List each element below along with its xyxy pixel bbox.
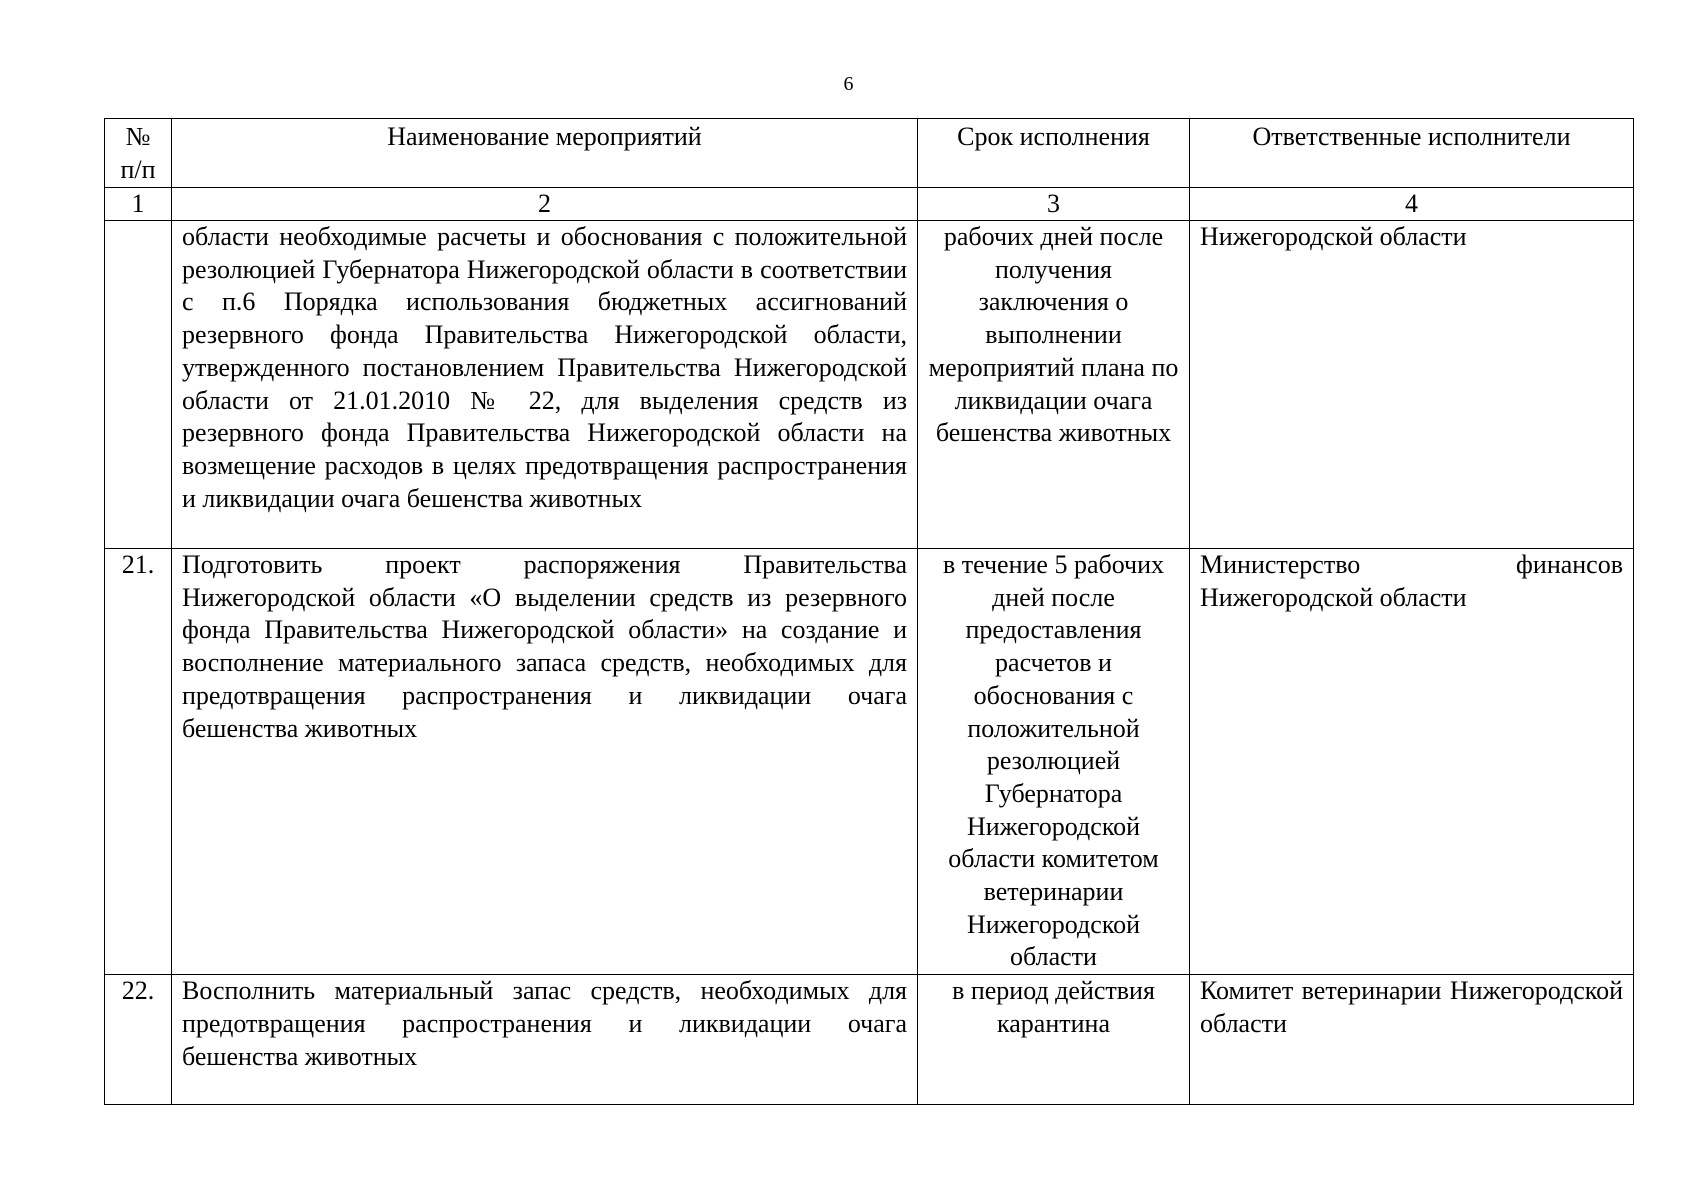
column-number: 1: [105, 188, 172, 221]
row-number: [105, 221, 172, 549]
row-deadline: рабочих дней после получения заключения о выполнении мероприятий плана по ликвидации очага бешенства животных: [918, 221, 1190, 549]
row-responsible: Комитет ветеринарии Нижегородской области: [1190, 975, 1634, 1105]
column-number: 4: [1190, 188, 1634, 221]
row-name: Подготовить проект распоряжения Правительства Нижегородской области «О выделении средств из резервного фонда Правительства Нижегородской области» на создание и восполнение материального запаса средств, необходимых для предотвращения распространения и ликвидации очага бешенства животных: [172, 549, 918, 975]
page-number: 6: [843, 73, 854, 95]
row-responsible: Министерство финансов Нижегородской области: [1190, 549, 1634, 975]
header-responsible: Ответственные исполнители: [1190, 119, 1634, 188]
row-number: 22.: [105, 975, 172, 1105]
header-deadline: Срок исполнения: [918, 119, 1190, 188]
header-num: № п/п: [105, 119, 172, 188]
table-row: [105, 975, 1634, 1105]
plan-table: [104, 118, 1634, 1105]
row-deadline: в течение 5 рабочих дней после предоставления расчетов и обоснования с положительной резолюцией Губернатора Нижегородской области комитетом ветеринарии Нижегородской области: [918, 549, 1190, 975]
column-number: 3: [918, 188, 1190, 221]
table-header-row: [105, 119, 1634, 188]
column-number-row: [105, 188, 1634, 221]
table-row: [105, 221, 1634, 549]
row-name: области необходимые расчеты и обоснования с положительной резолюцией Губернатора Нижегородской области в соответствии с п.6 Порядка использования бюджетных ассигнований резервного фонда Правительства Нижегородской области, утвержденного постановлением Правительства Нижегородской области от 21.01.2010 № 22, для выделения средств из резервного фонда Правительства Нижегородской области на возмещение расходов в целях предотвращения распространения и ликвидации очага бешенства животных: [172, 221, 918, 549]
row-deadline: в период действия карантина: [918, 975, 1190, 1105]
row-responsible: Нижегородской области: [1190, 221, 1634, 549]
header-name: Наименование мероприятий: [172, 119, 918, 188]
table-row: [105, 549, 1634, 975]
column-number: 2: [172, 188, 918, 221]
row-name: Восполнить материальный запас средств, необходимых для предотвращения распространения и ликвидации очага бешенства животных: [172, 975, 918, 1105]
row-number: 21.: [105, 549, 172, 975]
